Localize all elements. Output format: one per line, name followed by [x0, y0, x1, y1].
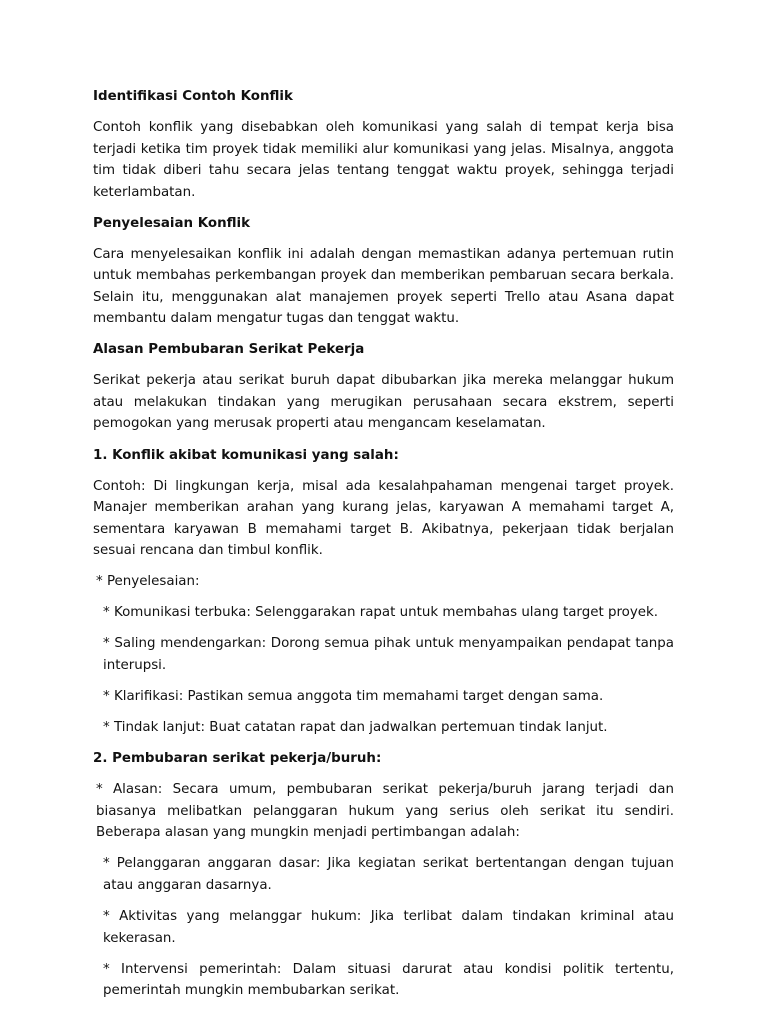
bullet-alasan: * Alasan: Secara umum, pembubaran serikat pekerja/buruh jarang terjadi dan biasanya melibatkan pelanggaran hukum yang serius oleh serikat itu sendiri. Beberapa alasan yang mungkin menjadi pertimbangan adalah:: [96, 782, 674, 841]
bullet-intervensi-pemerintah: * Intervensi pemerintah: Dalam situasi darurat atau kondisi politik tertentu, pemerintah mungkin membubarkan serikat.: [103, 961, 674, 999]
bullet-tindak-lanjut: * Tindak lanjut: Buat catatan rapat dan jadwalkan pertemuan tindak lanjut.: [103, 720, 608, 736]
heading-identifikasi: Identifikasi Contoh Konflik: [93, 89, 293, 104]
paragraph-penyelesaian: Cara menyelesaikan konflik ini adalah dengan memastikan adanya pertemuan rutin untuk membahas perkembangan proyek dan memberikan pembaruan secara berkala. Selain itu, menggunakan alat manajemen proyek seperti Trello atau Asana dapat membantu dalam mengatur tugas dan tenggat waktu.: [93, 246, 674, 327]
bullet-saling-mendengarkan: * Saling mendengarkan: Dorong semua pihak untuk menyampaikan pendapat tanpa interupsi.: [103, 636, 674, 673]
paragraph-contoh-komunikasi: Contoh: Di lingkungan kerja, misal ada kesalahpahaman mengenai target proyek. Manajer memberikan arahan yang kurang jelas, karyawan A memahami target A, sementara karyawan B memahami target B. Akibatnya, pekerjaan tidak berjalan sesuai rencana dan timbul konflik.: [93, 478, 674, 559]
bullet-klarifikasi: * Klarifikasi: Pastikan semua anggota tim memahami target dengan sama.: [103, 689, 604, 705]
heading-pembubaran-serikat: 2. Pembubaran serikat pekerja/buruh:: [93, 751, 382, 767]
bullet-pelanggaran-anggaran: * Pelanggaran anggaran dasar: Jika kegiatan serikat bertentangan dengan tujuan atau anggaran dasarnya.: [103, 856, 674, 893]
bullet-penyelesaian: * Penyelesaian:: [96, 574, 200, 590]
bullet-komunikasi-terbuka: * Komunikasi terbuka: Selenggarakan rapat untuk membahas ulang target proyek.: [103, 605, 659, 621]
heading-penyelesaian-konflik: Penyelesaian Konflik: [93, 215, 251, 231]
heading-konflik-komunikasi: 1. Konflik akibat komunikasi yang salah:: [93, 447, 399, 463]
paragraph-alasan-pembubaran: Serikat pekerja atau serikat buruh dapat dibubarkan jika mereka melanggar hukum atau melakukan tindakan yang merugikan perusahaan secara ekstrem, seperti pemogokan yang merusak properti atau mengancam keselamatan.: [93, 373, 674, 432]
paragraph-contoh-konflik: Contoh konflik yang disebabkan oleh komunikasi yang salah di tempat kerja bisa terjadi ketika tim proyek tidak memiliki alur komunikasi yang jelas. Misalnya, anggota tim tidak diberi tahu secara jelas tentang tenggat waktu proyek, sehingga terjadi keterlambatan.: [93, 120, 674, 200]
bullet-aktivitas-melanggar: * Aktivitas yang melanggar hukum: Jika terlibat dalam tindakan kriminal atau kekerasan.: [103, 909, 674, 946]
heading-alasan-pembubaran: Alasan Pembubaran Serikat Pekerja: [93, 342, 365, 358]
document-page: [93, 86, 674, 1011]
